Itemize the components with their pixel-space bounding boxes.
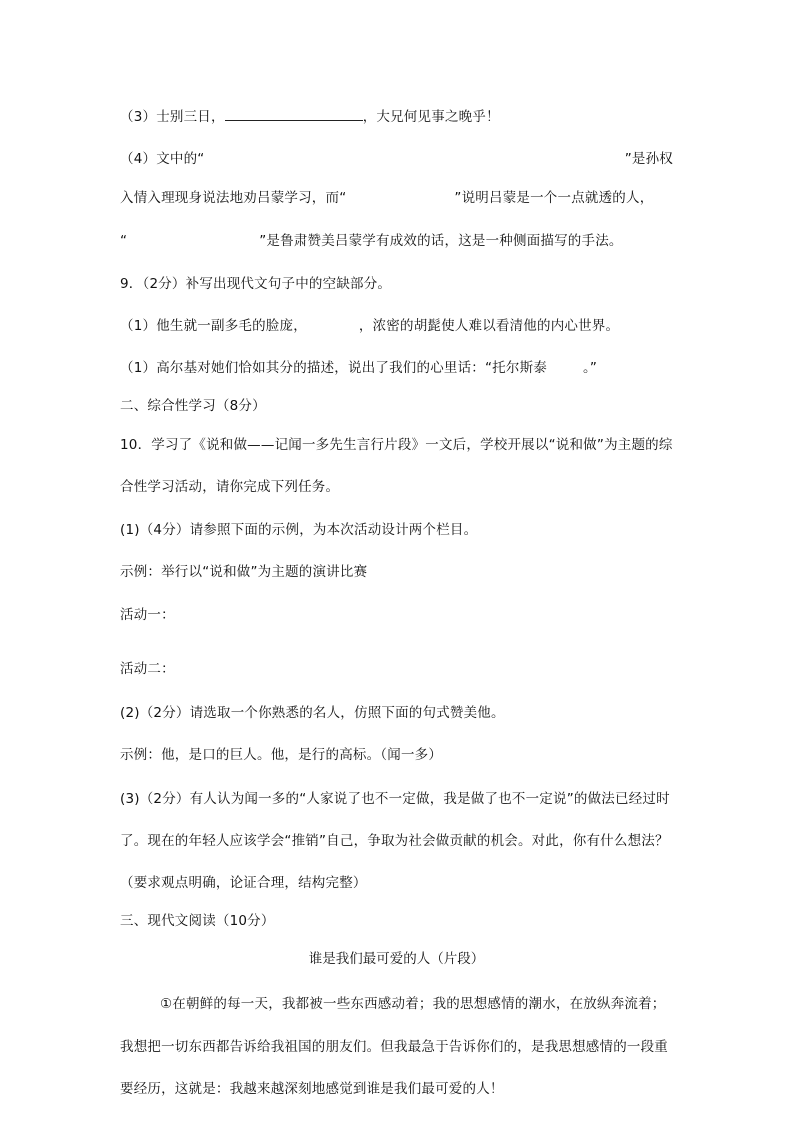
q9-item2 (120, 358, 597, 378)
q8-item4-line3 (120, 231, 623, 251)
article-para1-line2: 我想把一切东西都告诉给我祖国的朋友们。但我最急于告诉你们的，是我思想感情的一段重 (120, 1039, 668, 1055)
q8-item3-text-after: ，大兄何见事之晚乎！ (362, 109, 500, 125)
q8-item4-text-f: ”是鲁肃赞美吕蒙学有成效的话，这是一种侧面描写的手法。 (259, 233, 623, 249)
q9-stem: 9．（2分）补写出现代文句子中的空缺部分。 (120, 276, 392, 292)
q8-item4-text-d: ”说明吕蒙是一个一点就透的人， (454, 190, 654, 206)
q10-sub3-line1: (3)（2分）有人认为闻一多的“人家说了也不一定做，我是做了也不一定说”的做法已经过时 (120, 791, 670, 807)
q8-item3-text-before: （3）士别三日， (120, 109, 225, 125)
q10-line1: 10．学习了《说和做——记闻一多先生言行片段》一文后，学校开展以“说和做”为主题的综 (120, 437, 673, 453)
q10-activity2: 活动二： (120, 661, 175, 677)
q10-line2: 合性学习活动，请你完成下列任务。 (120, 479, 340, 495)
q10-example2: 示例：他，是口的巨人。他，是行的高标。（闻一多） (120, 747, 443, 763)
q8-item4-line1 (120, 149, 673, 169)
article-title: 谁是我们最可爱的人（片段） (308, 951, 485, 967)
q8-item4-text-a: （4）文中的“ (120, 151, 205, 167)
article-para1-line1: ①在朝鲜的每一天，我都被一些东西感动着；我的思想感情的潮水，在放纵奔流着； (160, 996, 666, 1012)
q9-item1-text-after: ，浓密的胡髭使人难以看清他的内心世界。 (358, 318, 620, 334)
q8-item4-text-e: “ (120, 233, 128, 249)
q10-sub1: (1)（4分）请参照下面的示例，为本次活动设计两个栏目。 (120, 522, 478, 538)
section2-heading: 二、综合性学习（8分） (120, 398, 266, 414)
section3-heading: 三、现代文阅读（10分） (120, 913, 275, 929)
article-para1-line3: 要经历，这就是：我越来越深刻地感觉到谁是我们最可爱的人！ (120, 1081, 504, 1097)
q9-item2-text-after: 。” (582, 360, 598, 376)
q8-item4-text-c: 入情入理现身说法地劝吕蒙学习，而“ (120, 190, 347, 206)
q9-item2-text-before: （1）高尔基对她们恰如其分的描述，说出了我们的心里话：“托尔斯泰 (120, 360, 547, 376)
q10-sub3-line3: （要求观点明确，论证合理，结构完整） (120, 875, 367, 891)
answer-blank[interactable] (225, 106, 363, 121)
q9-item1-text-before: （1）他生就一副多毛的脸庞， (120, 318, 307, 334)
q8-item4-text-b: ”是孙权 (624, 151, 673, 167)
q10-sub3-line2: 了。现在的年轻人应该学会“推销”自己，争取为社会做贡献的机会。对此，你有什么想法？ (120, 833, 669, 849)
q10-example1: 示例：举行以“说和做”为主题的演讲比赛 (120, 564, 368, 580)
q10-sub2: (2)（2分）请选取一个你熟悉的名人，仿照下面的句式赞美他。 (120, 705, 505, 721)
q9-item1 (120, 316, 619, 336)
q8-item4-line2 (120, 188, 653, 208)
q10-activity1: 活动一： (120, 607, 175, 623)
q8-item3 (120, 106, 500, 127)
